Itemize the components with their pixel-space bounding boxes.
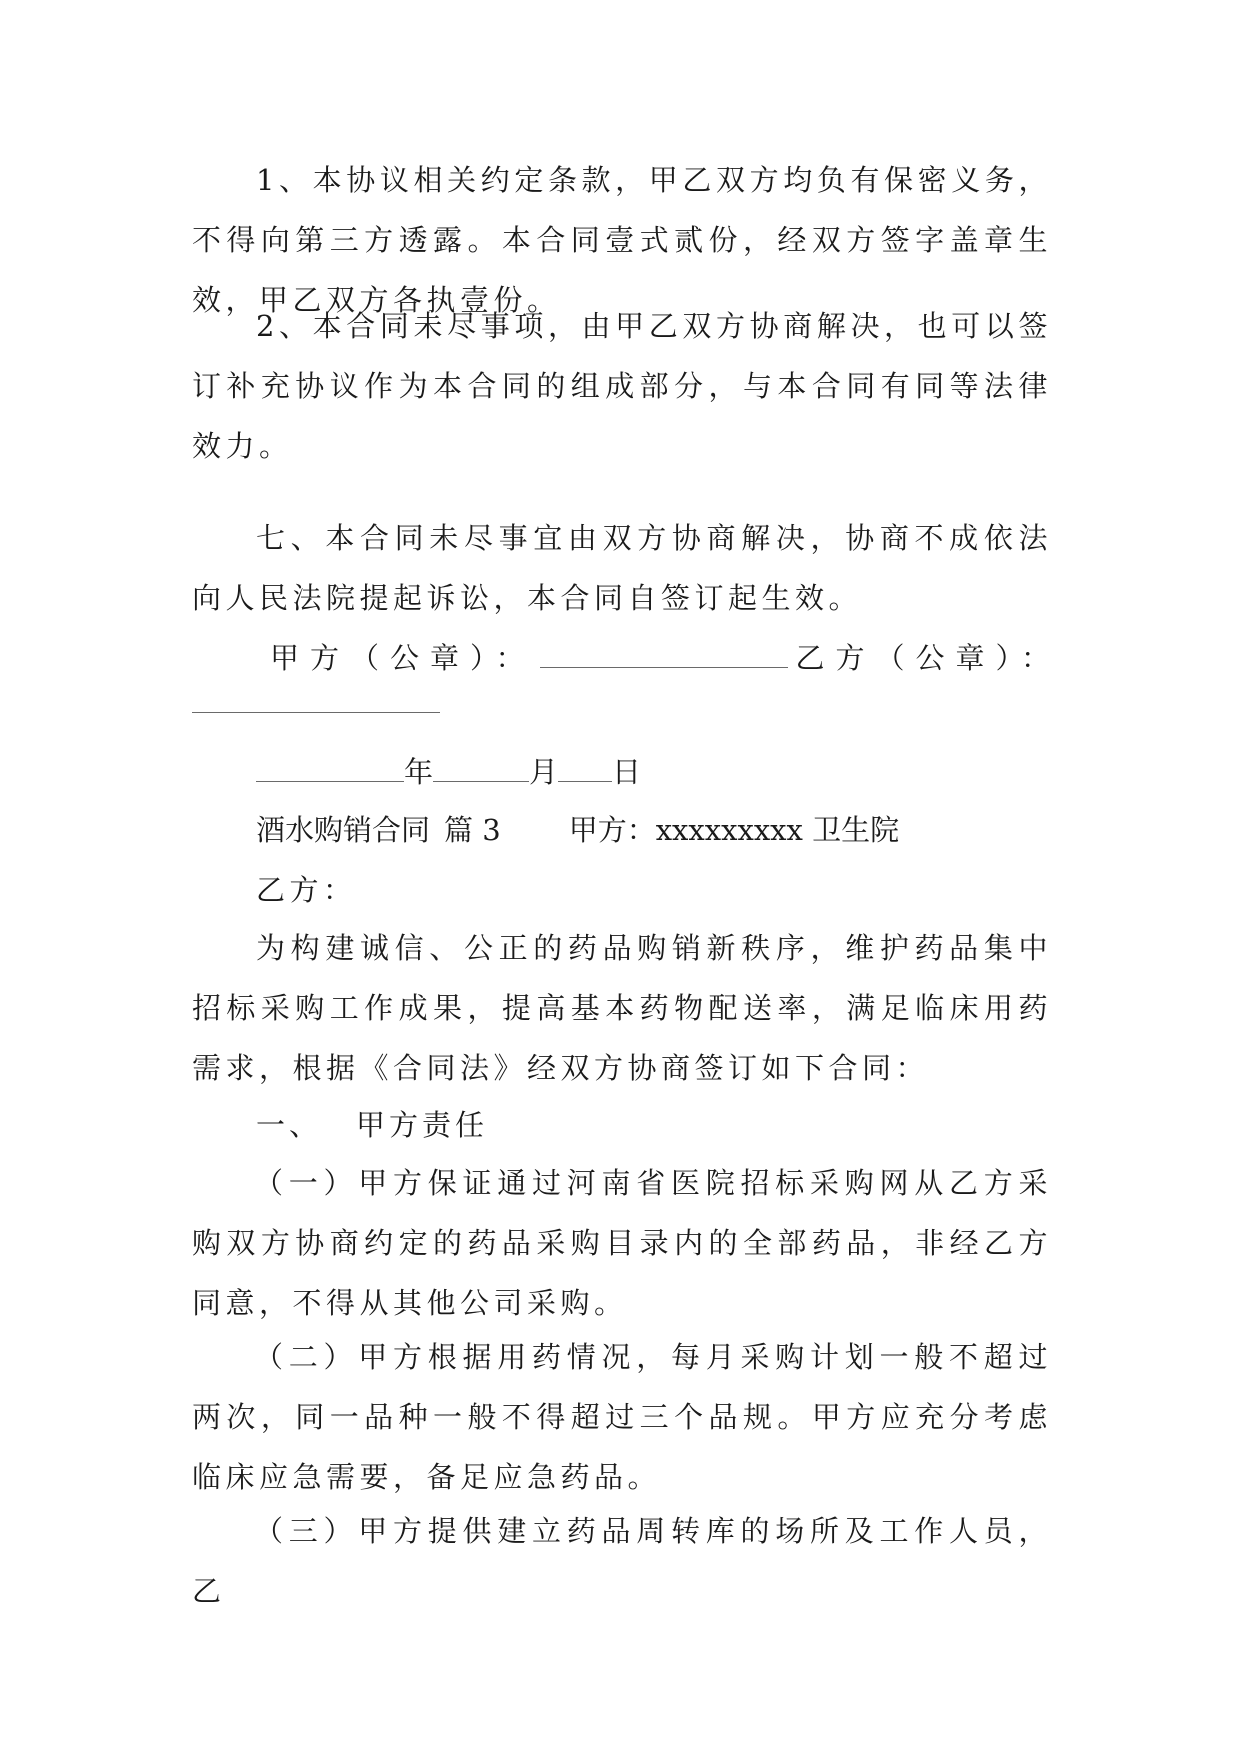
party-b-line: 乙方：: [256, 873, 357, 907]
day-blank: [558, 751, 612, 782]
party-a-seal-label: 甲方（公章）：: [270, 641, 536, 675]
date-row: [256, 742, 641, 802]
section-1-title: 甲方责任: [356, 1108, 489, 1142]
chapter-label: 篇 3: [444, 813, 501, 847]
contract-title-row: [256, 800, 899, 860]
clause-2-paragraph: 2、本合同未尽事项，由甲乙双方协商解决，也可以签订补充协议作为本合同的组成部分，与本合同有同等法律效力。: [192, 309, 1052, 463]
signature-row: [270, 628, 1061, 688]
item-3-paragraph: （三）甲方提供建立药品周转库的场所及工作人员，乙: [192, 1514, 1052, 1608]
section-1-number: 一、: [256, 1108, 323, 1142]
party-a-signature-blank: [540, 639, 788, 668]
section-1-heading: [256, 1095, 488, 1155]
clause-7-paragraph: 七、本合同未尽事宜由双方协商解决，协商不成依法向人民法院提起诉讼，本合同自签订起生效。: [192, 521, 1052, 615]
intro-paragraph: 为构建诚信、公正的药品购销新秩序，维护药品集中招标采购工作成果，提高基本药物配送率，满足临床用药需求，根据《合同法》经双方协商签订如下合同：: [192, 931, 1052, 1085]
party-b-signature-blank: [192, 712, 440, 713]
year-blank: [256, 751, 404, 782]
month-label: 月: [529, 755, 559, 789]
party-b-seal-label: 乙方（公章）：: [795, 641, 1062, 675]
item-2-paragraph: （二）甲方根据用药情况，每月采购计划一般不超过两次，同一品种一般不得超过三个品规。甲方应充分考虑临床应急需要，备足应急药品。: [192, 1340, 1052, 1494]
item-1-paragraph: （一）甲方保证通过河南省医院招标采购网从乙方采购双方协商约定的药品采购目录内的全部药品，非经乙方同意，不得从其他公司采购。: [192, 1166, 1052, 1320]
party-a-line: 甲方：xxxxxxxxx 卫生院: [568, 813, 900, 847]
contract-title: 酒水购销合同: [256, 813, 431, 847]
clause-1-paragraph: 1、本协议相关约定条款，甲乙双方均负有保密义务，不得向第三方透露。本合同壹式贰份，经双方签字盖章生效，甲乙双方各执壹份。: [192, 163, 1052, 317]
month-blank: [433, 751, 529, 782]
year-label: 年: [404, 755, 434, 789]
day-label: 日: [612, 755, 642, 789]
